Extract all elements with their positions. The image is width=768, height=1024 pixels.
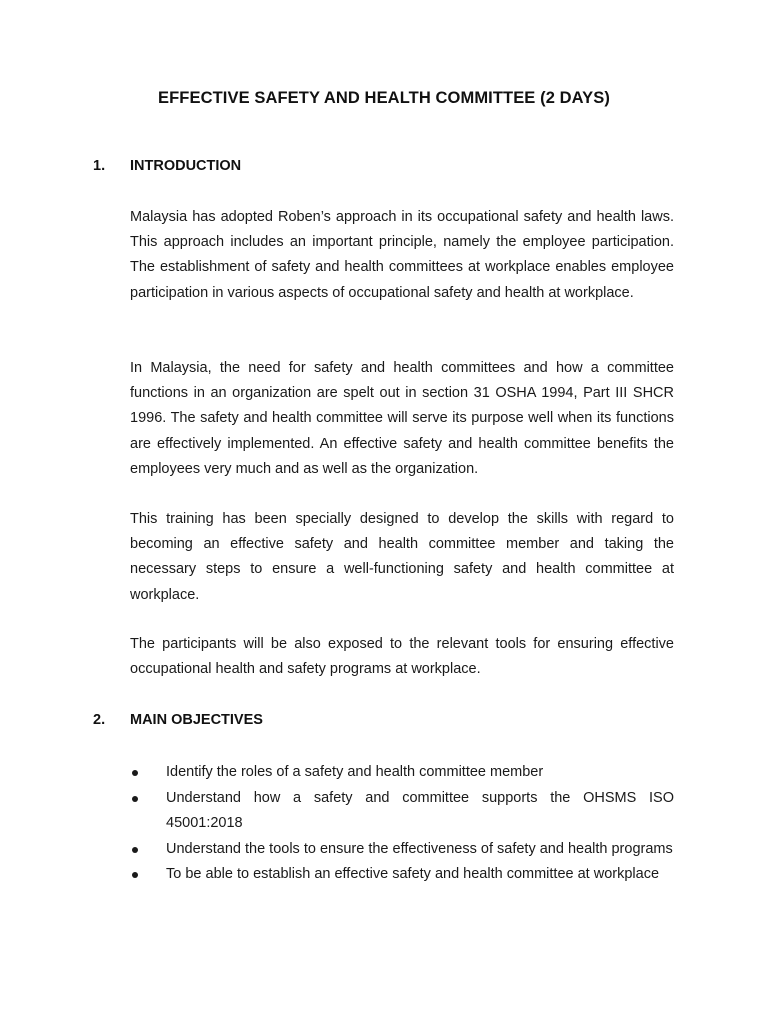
list-item — [130, 837, 674, 863]
list-item — [130, 760, 674, 786]
objectives-list — [130, 760, 674, 888]
list-item — [130, 862, 674, 888]
section-number: 1. — [93, 158, 106, 174]
list-item-text: To be able to establish an effective safety and health committee at workplace — [166, 866, 660, 883]
section-number: 2. — [93, 712, 106, 728]
section-title: MAIN OBJECTIVES — [130, 712, 263, 728]
intro-paragraph-3: This training has been specially designed to develop the skills with regard to becoming an effective safety and health committee member and taking the necessary steps to ensure a well-functioning safety and health committee at workplace. — [130, 511, 674, 603]
bullet-icon — [132, 770, 138, 776]
list-item — [130, 786, 674, 837]
list-item-text: Understand the tools to ensure the effectiveness of safety and health programs — [166, 840, 673, 857]
intro-paragraph-4: The participants will be also exposed to the relevant tools for ensuring effective occupational health and safety programs at workplace. — [130, 636, 674, 678]
list-item-text: Understand how a safety and committee supports the OHSMS ISO 45001:2018 — [166, 789, 674, 832]
bullet-icon — [132, 872, 138, 878]
intro-paragraph-2: In Malaysia, the need for safety and health committees and how a committee functions in an organization are spelt out in section 31 OSHA 1994, Part III SHCR 1996. The safety and health committee will serve its purpose well when its functions are effectively implemented. An effective safety and health committee benefits the employees very much and as well as the organization. — [130, 360, 674, 477]
list-item-text: Identify the roles of a safety and health committee member — [166, 764, 544, 780]
bullet-icon — [132, 847, 138, 853]
document-title: EFFECTIVE SAFETY AND HEALTH COMMITTEE (2 DAYS) — [158, 89, 610, 107]
intro-paragraph-1: Malaysia has adopted Roben’s approach in its occupational safety and health laws. This approach includes an important principle, namely the employee participation. The establishment of safety and health committees at workplace enables employee participation in various aspects of occupational safety and health at workplace. — [130, 209, 674, 301]
section-title: INTRODUCTION — [130, 158, 242, 174]
bullet-icon — [132, 796, 138, 802]
